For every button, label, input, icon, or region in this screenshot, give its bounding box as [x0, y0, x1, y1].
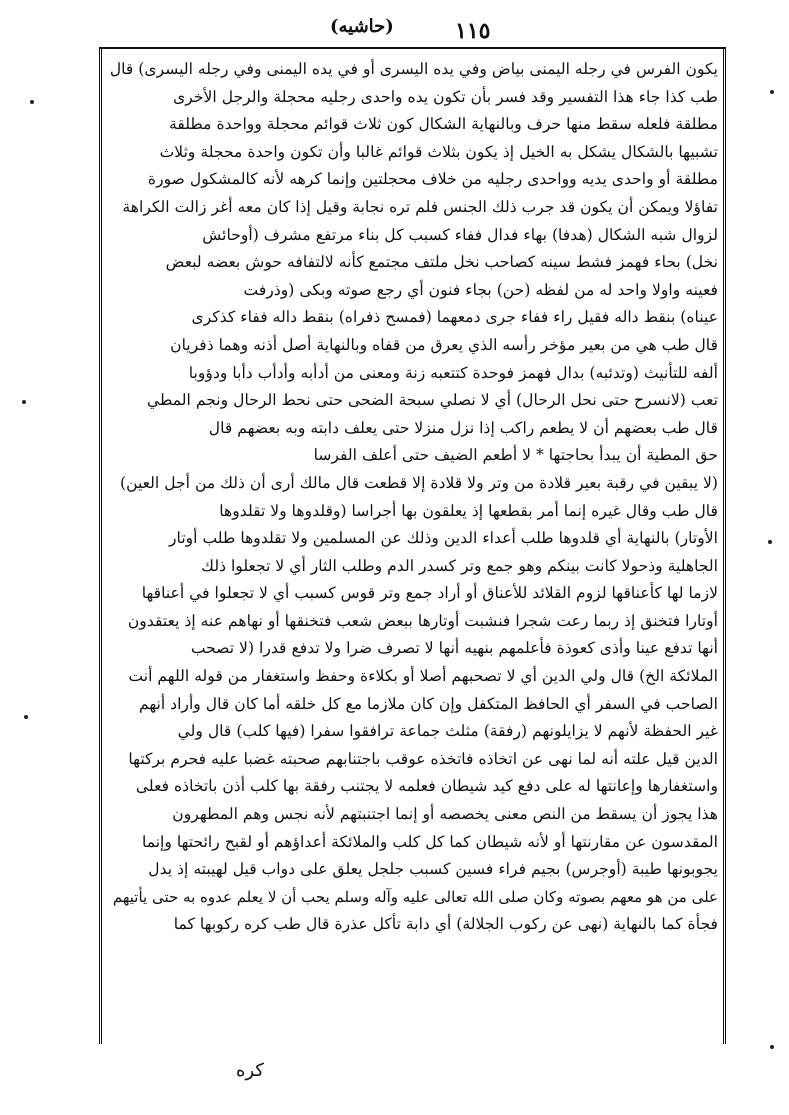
scan-speck — [30, 100, 34, 104]
scan-speck — [22, 400, 26, 404]
text-line: (لا يبقين في رقبة بعير قلادة من وتر ولا قلادة إلا قطعت قال مالك أرى أن ذلك من أجل العين) — [119, 473, 718, 492]
text-line: الصاحب في السفر أي الحافظ المتكفل وإن كان ملازما مع كل خلقه أما كان قال وأراد أنهم — [138, 694, 718, 713]
text-line: يكون الفرس في رجله اليمنى بياض وفي يده اليسرى أو في يده اليمنى وفي رجله اليسرى) قال — [109, 60, 718, 78]
text-line: الأوتار) بالنهاية أي قلدوها طلب أعداء الدين وذلك عن المسلمين ولا تقلدوها طلب أوتار — [169, 529, 718, 548]
text-line: أوتارا فتخنق إذ ربما رعت شجرا فنشبت أوتارها ببعض شعب فتخنقها أو نهاهم عنه إذ يعتقدون — [127, 611, 718, 630]
text-line: قال طب وقال غيره إنما أمر بقطعها إذ يعلقون بها أجراسا (وقلدوها ولا تقلدوها — [219, 501, 718, 520]
text-line: ألفه للتأنيث (وتدئبه) بدال فهمز فوحدة كتتعبه زنة ومعنى من أدأبه وأدأب دأبا ودؤوبا — [188, 363, 718, 382]
text-line: حق المطية أن يبدأ بحاجتها * لا أطعم الضيف حتى أعلف الفرسا — [313, 446, 718, 465]
scan-speck — [768, 540, 772, 544]
text-line: الملائكة الخ) قال ولي الدين أي لا تصحبهم أصلا أو بكلاءة وحفظ واستغفار من قوله اللهم أنت — [128, 667, 718, 686]
catchword: كره — [236, 1060, 264, 1081]
text-line: الدين قيل علته أنه لما نهى عن اتخاذه فاتخذه عوقب باجتنابهم صحبته غضبا عليه فحرم بركتها — [128, 749, 718, 768]
running-title: (حاشيه) — [330, 16, 394, 37]
text-line: على من هو معهم بصوته وكان صلى الله تعالى عليه وآله وسلم يحب أن لا يعلم عدوه به حتى يأتيهم — [112, 887, 718, 906]
text-line: مطلقة أو واحدى يديه وواحدى رجليه من خلاف محجلتين وإنما كرهه لأنه كالمشكول صورة — [147, 170, 718, 189]
page-number: ١١٥ — [455, 18, 491, 44]
text-line: واستغفارها وإعانتها له على دفع كيد شيطان فعلمه لا يجتنب رفقة بها كلب أذن باتخاذه فعلى — [135, 777, 718, 796]
scan-speck — [24, 715, 28, 719]
text-line: غير الحفظة لأنهم لا يزايلونهم (رفقة) مثلث جماعة ترافقوا سفرا (فيها كلب) قال ولي — [177, 722, 718, 741]
text-line: طب كذا جاء هذا التفسير وقد فسر بأن تكون يده واحدى رجليه محجلة والرجل الأخرى — [173, 87, 718, 106]
text-line: تشبيها بالشكال يشكل به الخيل إذ يكون بثلاث قوائم غالبا وأن تكون واحدة محجلة وثلاث — [159, 142, 718, 161]
text-line: تفاؤلا ويمكن أن يكون قد جرب ذلك الجنس فلم تره نجابة وقيل إذا كان معه أغر زالت الكراهة — [122, 197, 718, 216]
text-line: فجأة كما بالنهاية (نهى عن ركوب الجلالة) أي دابة تأكل عذرة قال طب كره ركوبها كما — [173, 915, 718, 934]
scan-speck — [770, 1045, 774, 1049]
text-line: قال طب هي من بعير مؤخر رأسه الذي يعرق من قفاه وبالنهاية أصل أذنه وهما ذفريان — [170, 335, 718, 354]
text-line: قال طب بعضهم أن لا يطعم راكب إذا نزل منزلا حتى يعلف دابته وبه بعضهم قال — [208, 418, 718, 437]
scan-speck — [770, 90, 774, 94]
text-line: أنها تدفع عينا وأذى كعوذة فأعلمهم بنهيه أنها لا تصرف ضرا ولا تدفع قدرا (لا تصحب — [190, 639, 718, 658]
text-line: المقدسون عن مقارنتها أو لأنه شيطان كما كل كلب والملائكة أعداؤهم أو لقبح رائحتها وإنما — [141, 832, 718, 851]
text-line: تعب (لانسرح حتى نحل الرحال) أي لا نصلي سبحة الضحى حتى نحط الرحال ونجم المطي — [147, 391, 718, 410]
frame-top-rule — [99, 47, 726, 49]
text-line: عيناه) بنقط داله فقيل راء ففاء جرى دمعهما (فمسح ذفراه) بنقط داله ففاء كذكرى — [191, 308, 718, 327]
text-line: مطلقة فلعله سقط منها حرف وبالنهاية الشكال كون ثلاث قوائم محجلة وواحدة مطلقة — [168, 115, 718, 134]
text-line: هذا يجوز أن يسقط من النص معنى يخصصه أو إنما اجتنبتهم لأنه نجس وهم المطهرون — [172, 805, 718, 824]
commentary-text-block — [106, 56, 718, 1041]
text-line: يجوبونها طيبة (أوجرس) بجيم فراء فسين كسبب جلجل يعلق على دواب قيل لهيبته إذ يدل — [148, 860, 718, 879]
page-header — [0, 6, 789, 52]
text-line: فعينه واولا واحد له من لفظه (حن) بجاء فنون أي رجع صوته وبكى (وذرفت — [243, 280, 718, 299]
text-line: نخل) بحاء فهمز فشط سينه كصاحب نخل ملتف مجتمع كأنه لالتفافه حوش بعضه لبعض — [165, 253, 718, 272]
text-line: لازما لها كأعناقها لزوم القلائد للأعناق أو أراد جمع وتر قوس كسبب أي لا تجعلوا في أعناقها — [141, 584, 718, 603]
text-line: الجاهلية وذحولا كانت بينكم وهو جمع وتر كسدر الدم وطلب الثار أي لا تجعلوا ذلك — [201, 556, 718, 575]
text-line: لزوال شبه الشكال (هدفا) بهاء فدال ففاء كسبب كل بناء مرتفع مشرف (أوحائش — [202, 225, 718, 244]
